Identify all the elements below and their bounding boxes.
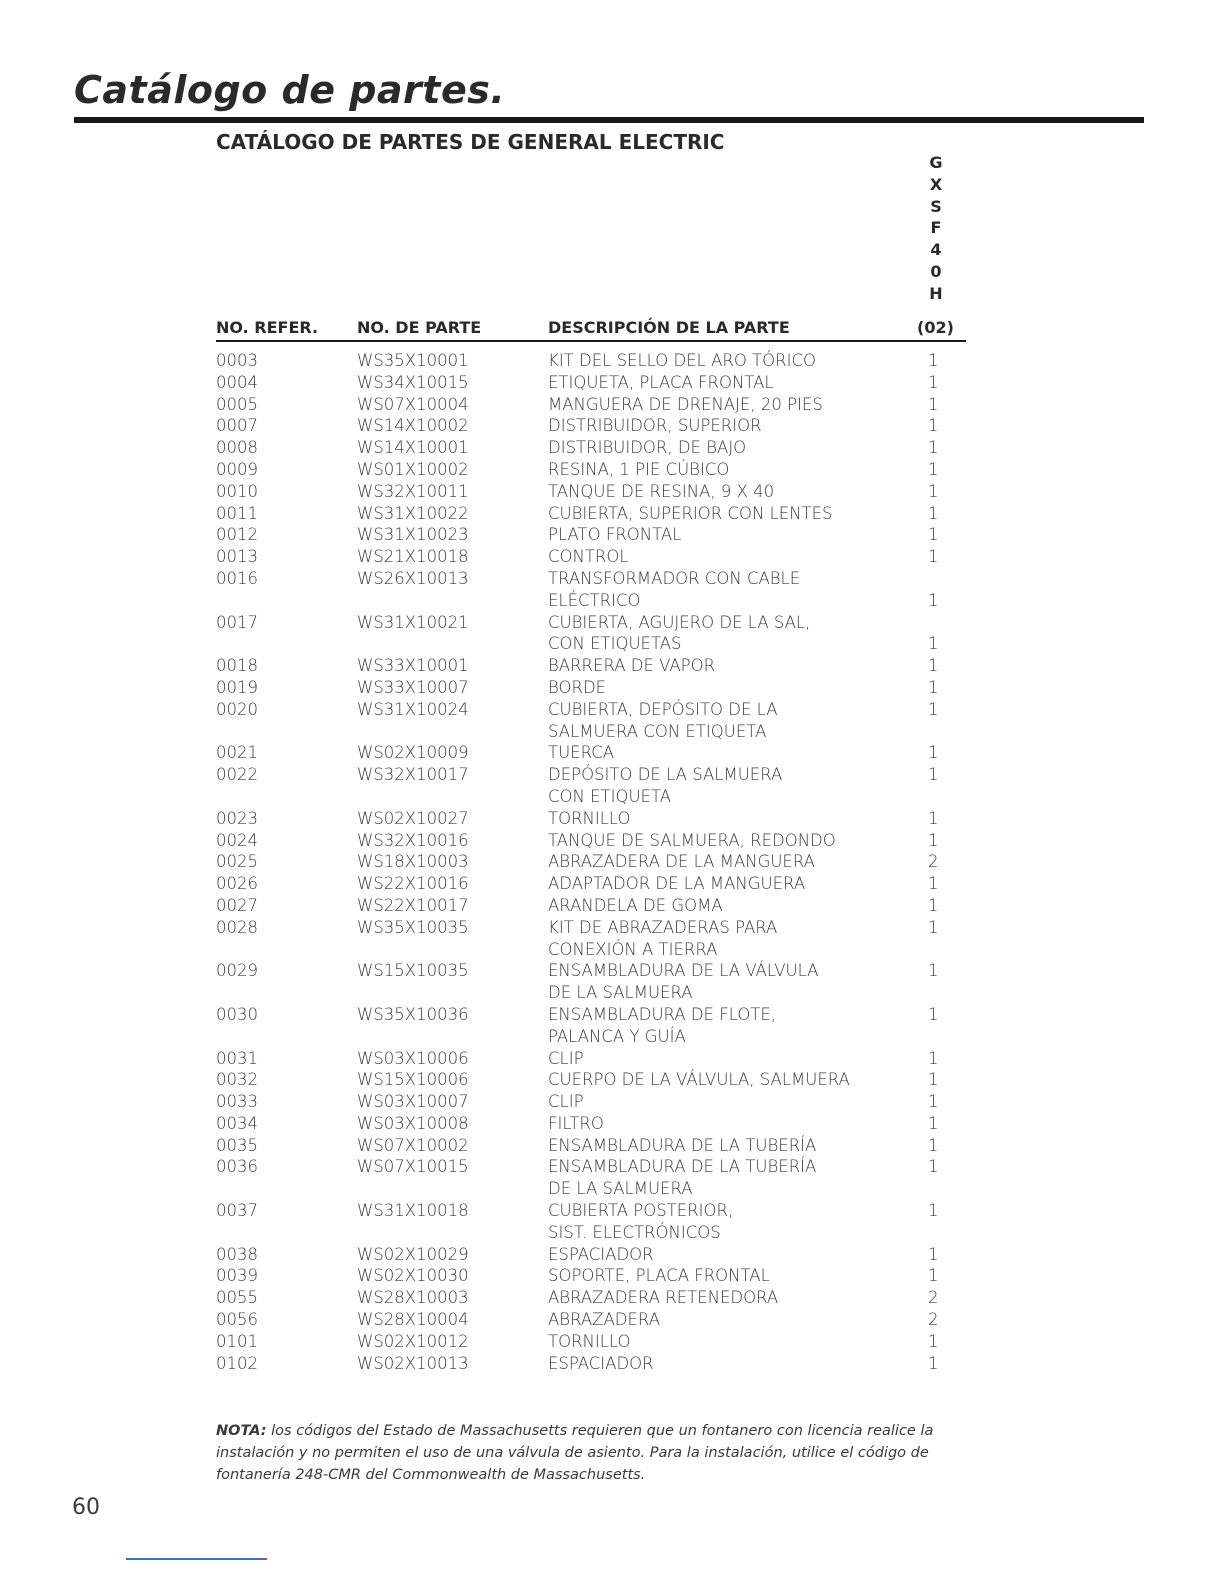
table-row (216, 808, 966, 830)
ref-number: 0016 (216, 568, 258, 588)
ref-number: 0023 (216, 808, 258, 828)
quantity: 1 (928, 699, 939, 719)
part-description (548, 546, 629, 568)
quantity: 1 (928, 808, 939, 828)
part-description (548, 851, 815, 873)
quantity: 1 (928, 481, 939, 501)
table-row (216, 372, 966, 394)
part-number: WS22X10017 (357, 895, 469, 915)
quantity: 1 (928, 1070, 939, 1090)
description-line-1: ESPACIADOR (548, 1244, 654, 1264)
ref-number: 0013 (216, 547, 258, 567)
part-description (548, 1309, 660, 1331)
table-row (216, 830, 966, 852)
part-description (548, 1004, 776, 1048)
description-line-1: PLATO FRONTAL (548, 525, 682, 545)
description-line-2: ELÉCTRICO (548, 590, 641, 610)
part-number: WS35X10001 (357, 351, 469, 370)
header-ref: NO. REFER. (216, 318, 319, 337)
model-letter: F (930, 218, 942, 238)
header-quantity: (02) (917, 318, 954, 337)
quantity: 1 (928, 394, 939, 414)
table-row (216, 1113, 966, 1135)
model-letter: X (929, 174, 943, 194)
ref-number: 0034 (216, 1113, 258, 1133)
quantity: 2 (928, 852, 939, 872)
quantity: 1 (928, 1113, 939, 1133)
model-letter: 0 (930, 261, 942, 281)
part-number: WS15X10006 (357, 1070, 469, 1090)
table-row (216, 1091, 966, 1113)
ref-number: 0008 (216, 438, 258, 458)
part-number: WS33X10001 (357, 656, 469, 676)
ref-number: 0102 (216, 1353, 258, 1373)
ref-number: 0019 (216, 677, 258, 697)
quantity: 1 (928, 743, 939, 763)
part-number: WS28X10003 (357, 1288, 469, 1308)
part-number: WS02X10009 (357, 743, 469, 763)
quantity: 1 (928, 895, 939, 915)
part-number: WS35X10036 (357, 1004, 469, 1024)
part-number: WS26X10013 (357, 568, 469, 588)
table-row (216, 524, 966, 546)
part-number: WS01X10002 (357, 459, 469, 479)
table-row (216, 1265, 966, 1287)
part-description (548, 372, 774, 394)
part-description (548, 612, 810, 656)
table-row (216, 503, 966, 525)
quantity: 1 (928, 1092, 939, 1112)
part-description (548, 1353, 654, 1375)
ref-number: 0003 (216, 351, 258, 370)
note-paragraph (216, 1420, 1006, 1486)
quantity: 1 (928, 917, 939, 937)
table-row (216, 1287, 966, 1309)
part-number: WS02X10027 (357, 808, 469, 828)
part-number: WS32X10017 (357, 765, 469, 785)
part-description (548, 917, 777, 961)
description-line-1: CUERPO DE LA VÁLVULA, SALMUERA (548, 1070, 850, 1090)
description-line-2: DE LA SALMUERA (548, 1179, 693, 1199)
quantity: 1 (928, 1157, 939, 1177)
table-row (216, 1004, 966, 1048)
ref-number: 0012 (216, 525, 258, 545)
part-description (548, 350, 816, 372)
description-line-1: ABRAZADERA (548, 1310, 660, 1330)
part-description (548, 1135, 816, 1157)
quantity: 1 (928, 1266, 939, 1286)
quantity: 1 (928, 1135, 939, 1155)
ref-number: 0010 (216, 481, 258, 501)
quantity: 2 (928, 1310, 939, 1330)
description-line-2: PALANCA Y GUÍA (548, 1026, 686, 1046)
quantity: 1 (928, 416, 939, 436)
part-number: WS18X10003 (357, 852, 469, 872)
description-line-2: CON ETIQUETA (548, 786, 672, 806)
ref-number: 0021 (216, 743, 258, 763)
description-line-1: TORNILLO (548, 1331, 631, 1351)
description-line-1: TRANSFORMADOR CON CABLE (548, 568, 801, 588)
quantity: 1 (928, 961, 939, 981)
part-number: WS28X10004 (357, 1310, 469, 1330)
part-description (548, 699, 778, 743)
description-line-1: DISTRIBUIDOR, DE BAJO (548, 438, 747, 458)
description-line-1: DEPÓSITO DE LA SALMUERA (548, 765, 783, 785)
description-line-1: KIT DE ABRAZADERAS PARA (548, 917, 778, 937)
quantity: 1 (928, 525, 939, 545)
description-line-1: SOPORTE, PLACA FRONTAL (548, 1266, 770, 1286)
description-line-1: CONTROL (548, 547, 629, 567)
table-row (216, 917, 966, 961)
description-line-1: CLIP (548, 1092, 584, 1112)
ref-number: 0017 (216, 612, 258, 632)
ref-number: 0039 (216, 1266, 258, 1286)
part-description (548, 677, 606, 699)
part-number: WS31X10018 (357, 1201, 469, 1221)
part-description (548, 503, 833, 525)
quantity: 1 (928, 656, 939, 676)
table-row (216, 895, 966, 917)
header-description: DESCRIPCIÓN DE LA PARTE (548, 318, 790, 337)
table-row (216, 1048, 966, 1070)
part-number: WS32X10016 (357, 830, 469, 850)
quantity: 1 (928, 1004, 939, 1024)
table-header (216, 316, 966, 342)
ref-number: 0055 (216, 1288, 258, 1308)
part-description (548, 1265, 770, 1287)
table-row (216, 742, 966, 764)
quantity: 1 (928, 459, 939, 479)
part-description (548, 1048, 584, 1070)
part-description (548, 873, 805, 895)
quantity: 1 (928, 634, 939, 654)
description-line-1: ESPACIADOR (548, 1353, 654, 1373)
table-row (216, 764, 966, 808)
quantity: 1 (928, 1331, 939, 1351)
part-description (548, 742, 614, 764)
description-line-2: SIST. ELECTRÓNICOS (548, 1222, 721, 1242)
table-row (216, 394, 966, 416)
part-description (548, 481, 774, 503)
ref-number: 0036 (216, 1157, 258, 1177)
part-description (548, 895, 723, 917)
part-number: WS07X10002 (357, 1135, 469, 1155)
part-number: WS02X10029 (357, 1244, 469, 1264)
ref-number: 0022 (216, 765, 258, 785)
description-line-1: ETIQUETA, PLACA FRONTAL (548, 372, 774, 392)
description-line-1: BORDE (548, 677, 607, 697)
description-line-1: ARANDELA DE GOMA (548, 895, 723, 915)
part-number: WS07X10015 (357, 1157, 469, 1177)
table-row (216, 873, 966, 895)
description-line-2: CONEXIÓN A TIERRA (548, 939, 718, 959)
part-number: WS03X10006 (357, 1048, 469, 1068)
table-row (216, 960, 966, 1004)
description-line-1: BARRERA DE VAPOR (548, 656, 716, 676)
quantity: 2 (928, 1288, 939, 1308)
ref-number: 0004 (216, 372, 258, 392)
table-row (216, 677, 966, 699)
table-row (216, 612, 966, 656)
part-number: WS35X10035 (357, 917, 469, 937)
parts-table (216, 350, 966, 1374)
quantity: 1 (928, 677, 939, 697)
ref-number: 0038 (216, 1244, 258, 1264)
part-description (548, 394, 823, 416)
description-line-1: TUERCA (548, 743, 615, 763)
model-number-vertical (926, 152, 946, 305)
part-number: WS07X10004 (357, 394, 469, 414)
ref-number: 0101 (216, 1331, 258, 1351)
ref-number: 0032 (216, 1070, 258, 1090)
table-row (216, 1309, 966, 1331)
part-number: WS02X10013 (357, 1353, 469, 1373)
table-row (216, 1135, 966, 1157)
part-description (548, 808, 631, 830)
part-number: WS02X10012 (357, 1331, 469, 1351)
ref-number: 0031 (216, 1048, 258, 1068)
ref-number: 0011 (216, 503, 258, 523)
ref-number: 0029 (216, 961, 258, 981)
table-row (216, 568, 966, 612)
description-line-1: CUBIERTA, AGUJERO DE LA SAL, (548, 612, 811, 632)
part-description (548, 1287, 778, 1309)
part-number: WS22X10016 (357, 874, 469, 894)
ref-number: 0007 (216, 416, 258, 436)
table-row (216, 851, 966, 873)
description-line-1: ENSAMBLADURA DE LA TUBERÍA (548, 1135, 817, 1155)
part-number: WS31X10024 (357, 699, 469, 719)
table-row (216, 1244, 966, 1266)
note-label: NOTA: (216, 1423, 267, 1439)
description-line-1: DISTRIBUIDOR, SUPERIOR (548, 416, 762, 436)
table-row (216, 699, 966, 743)
part-description (548, 1200, 733, 1244)
ref-number: 0033 (216, 1092, 258, 1112)
ref-number: 0024 (216, 830, 258, 850)
table-row (216, 1069, 966, 1091)
page-number: 60 (72, 1495, 100, 1520)
part-description (548, 1244, 654, 1266)
part-description (548, 1069, 850, 1091)
part-number: WS15X10035 (357, 961, 469, 981)
ref-number: 0037 (216, 1201, 258, 1221)
table-row (216, 481, 966, 503)
description-line-1: TANQUE DE RESINA, 9 X 40 (548, 481, 775, 501)
ref-number: 0030 (216, 1004, 258, 1024)
part-description (548, 437, 746, 459)
part-number: WS14X10002 (357, 416, 469, 436)
part-number: WS02X10030 (357, 1266, 469, 1286)
description-line-1: CLIP (548, 1048, 584, 1068)
quantity: 1 (928, 830, 939, 850)
model-letter: H (929, 283, 943, 303)
part-number: WS31X10021 (357, 612, 469, 632)
part-description (548, 764, 782, 808)
part-description (548, 830, 836, 852)
part-description (548, 1331, 631, 1353)
model-letter: 4 (930, 240, 942, 260)
quantity: 1 (928, 590, 939, 610)
table-row (216, 1156, 966, 1200)
part-description (548, 1091, 584, 1113)
part-number: WS21X10018 (357, 547, 469, 567)
table-row (216, 1200, 966, 1244)
part-description (548, 524, 681, 546)
quantity: 1 (928, 1353, 939, 1373)
table-row (216, 459, 966, 481)
table-row (216, 1353, 966, 1375)
part-description (548, 568, 800, 612)
part-description (548, 459, 729, 481)
part-number: WS14X10001 (357, 438, 469, 458)
description-line-1: ENSAMBLADURA DE LA VÁLVULA (548, 961, 819, 981)
model-letter: S (930, 196, 942, 216)
ref-number: 0056 (216, 1310, 258, 1330)
description-line-2: CON ETIQUETAS (548, 634, 682, 654)
table-row (216, 350, 966, 372)
quantity: 1 (928, 438, 939, 458)
description-line-1: FILTRO (548, 1113, 604, 1133)
description-line-1: CUBIERTA, SUPERIOR CON LENTES (548, 503, 833, 523)
ref-number: 0025 (216, 852, 258, 872)
table-row (216, 437, 966, 459)
quantity: 1 (928, 1201, 939, 1221)
ref-number: 0005 (216, 394, 258, 414)
table-row (216, 546, 966, 568)
description-line-1: ENSAMBLADURA DE FLOTE, (548, 1004, 777, 1024)
description-line-1: TANQUE DE SALMUERA, REDONDO (548, 830, 836, 850)
description-line-1: RESINA, 1 PIE CÚBICO (548, 459, 730, 479)
table-row (216, 415, 966, 437)
quantity: 1 (928, 503, 939, 523)
description-line-2: DE LA SALMUERA (548, 983, 693, 1003)
ref-number: 0018 (216, 656, 258, 676)
description-line-1: ADAPTADOR DE LA MANGUERA (548, 874, 806, 894)
table-row (216, 1331, 966, 1353)
ref-number: 0020 (216, 699, 258, 719)
description-line-1: KIT DEL SELLO DEL ARO TÓRICO (548, 351, 816, 370)
link-underline (126, 1558, 267, 1560)
description-line-2: SALMUERA CON ETIQUETA (548, 721, 767, 741)
part-number: WS31X10022 (357, 503, 469, 523)
part-description (548, 415, 762, 437)
description-line-1: CUBIERTA, DEPÓSITO DE LA (548, 699, 778, 719)
ref-number: 0026 (216, 874, 258, 894)
quantity: 1 (928, 547, 939, 567)
description-line-1: ABRAZADERA DE LA MANGUERA (548, 852, 815, 872)
part-description (548, 960, 818, 1004)
quantity: 1 (928, 765, 939, 785)
ref-number: 0009 (216, 459, 258, 479)
description-line-1: TORNILLO (548, 808, 631, 828)
ref-number: 0035 (216, 1135, 258, 1155)
part-number: WS34X10015 (357, 372, 469, 392)
quantity: 1 (928, 1244, 939, 1264)
description-line-1: CUBIERTA POSTERIOR, (548, 1201, 734, 1221)
table-row (216, 655, 966, 677)
part-description (548, 655, 715, 677)
part-number: WS03X10007 (357, 1092, 469, 1112)
quantity: 1 (928, 372, 939, 392)
part-number: WS31X10023 (357, 525, 469, 545)
header-part-number: NO. DE PARTE (357, 318, 482, 337)
part-number: WS32X10011 (357, 481, 469, 501)
model-letter: G (929, 153, 943, 172)
description-line-1: ABRAZADERA RETENEDORA (548, 1288, 779, 1308)
ref-number: 0027 (216, 895, 258, 915)
quantity: 1 (928, 351, 939, 370)
note-text: los códigos del Estado de Massachusetts requieren que un fontanero con licencia realice la instalación y no permiten el uso de una válvula de asiento. Para la instalación, utilice el código de fontanería 248-CMR del Commonwealth de Massachusetts. (216, 1423, 934, 1483)
part-description (548, 1156, 816, 1200)
part-number: WS03X10008 (357, 1113, 469, 1133)
page-title: Catálogo de partes. (74, 68, 506, 112)
part-description (548, 1113, 604, 1135)
quantity: 1 (928, 1048, 939, 1068)
part-number: WS33X10007 (357, 677, 469, 697)
title-divider (74, 117, 1144, 123)
ref-number: 0028 (216, 917, 258, 937)
description-line-1: MANGUERA DE DRENAJE, 20 PIES (548, 394, 823, 414)
description-line-1: ENSAMBLADURA DE LA TUBERÍA (548, 1157, 817, 1177)
quantity: 1 (928, 874, 939, 894)
section-title: CATÁLOGO DE PARTES DE GENERAL ELECTRIC (216, 130, 725, 154)
